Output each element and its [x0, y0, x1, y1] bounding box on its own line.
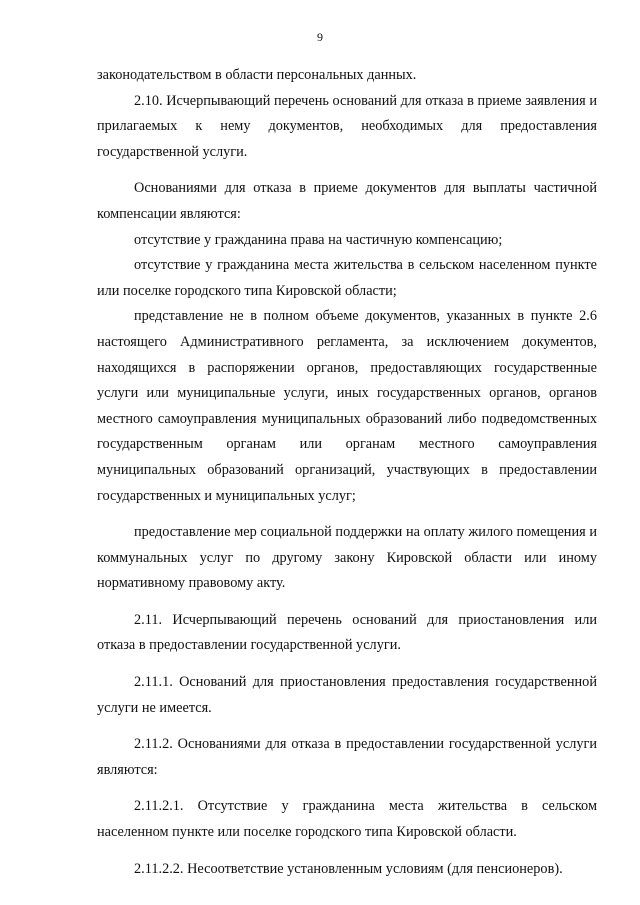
paragraph-ground-incomplete-docs: представление не в полном объеме документов, указанных в пункте 2.6 настоящего Административного регламента, за исключением документов, находящихся в распоряжении органов, предоставляющих государственные услуги или муниципальные услуги, иных государственных органов, органов местного самоуправления муниципальных образований либо подведомственных государственным органам или органам местного самоуправления муниципальных образований организаций, участвующих в предоставлении государственных и муниципальных услуг;	[97, 308, 597, 504]
paragraph-2-11: 2.11. Исчерпывающий перечень оснований для приостановления или отказа в предоставлении государственной услуги.	[97, 611, 597, 654]
paragraph-2-11-1: 2.11.1. Оснований для приостановления предоставления государственной услуги не имеется.	[97, 674, 597, 716]
paragraph-2-11-2-1: 2.11.2.1. Отсутствие у гражданина места жительства в сельском населенном пункте или поселке городского типа Кировской области.	[97, 798, 597, 841]
paragraph-2-11-2-2: 2.11.2.2. Несоответствие установленным условиям (для пенсионеров).	[134, 860, 563, 877]
paragraph-2-10: 2.10. Исчерпывающий перечень оснований для отказа в приеме заявления и прилагаемых к нему документов, необходимых для предоставления государственной услуги.	[97, 92, 597, 160]
paragraph-2-11-2: 2.11.2. Основаниями для отказа в предоставлении государственной услуги являются:	[97, 736, 597, 778]
paragraph-ground-no-right: отсутствие у гражданина права на частичную компенсацию;	[134, 231, 503, 248]
paragraph-ground-other-support: предоставление мер социальной поддержки на оплату жилого помещения и коммунальных услуг по другому закону Кировской области или иному нормативному правовому акту.	[97, 524, 597, 592]
paragraph-grounds-intro: Основаниями для отказа в приеме документов для выплаты частичной компенсации являются:	[97, 180, 597, 222]
page-number: 9	[317, 30, 323, 44]
paragraph-ground-no-residence: отсутствие у гражданина места жительства в сельском населенном пункте или поселке городского типа Кировской области;	[97, 257, 597, 299]
paragraph-continuation: законодательством в области персональных данных.	[97, 67, 417, 83]
document-body	[97, 63, 597, 882]
